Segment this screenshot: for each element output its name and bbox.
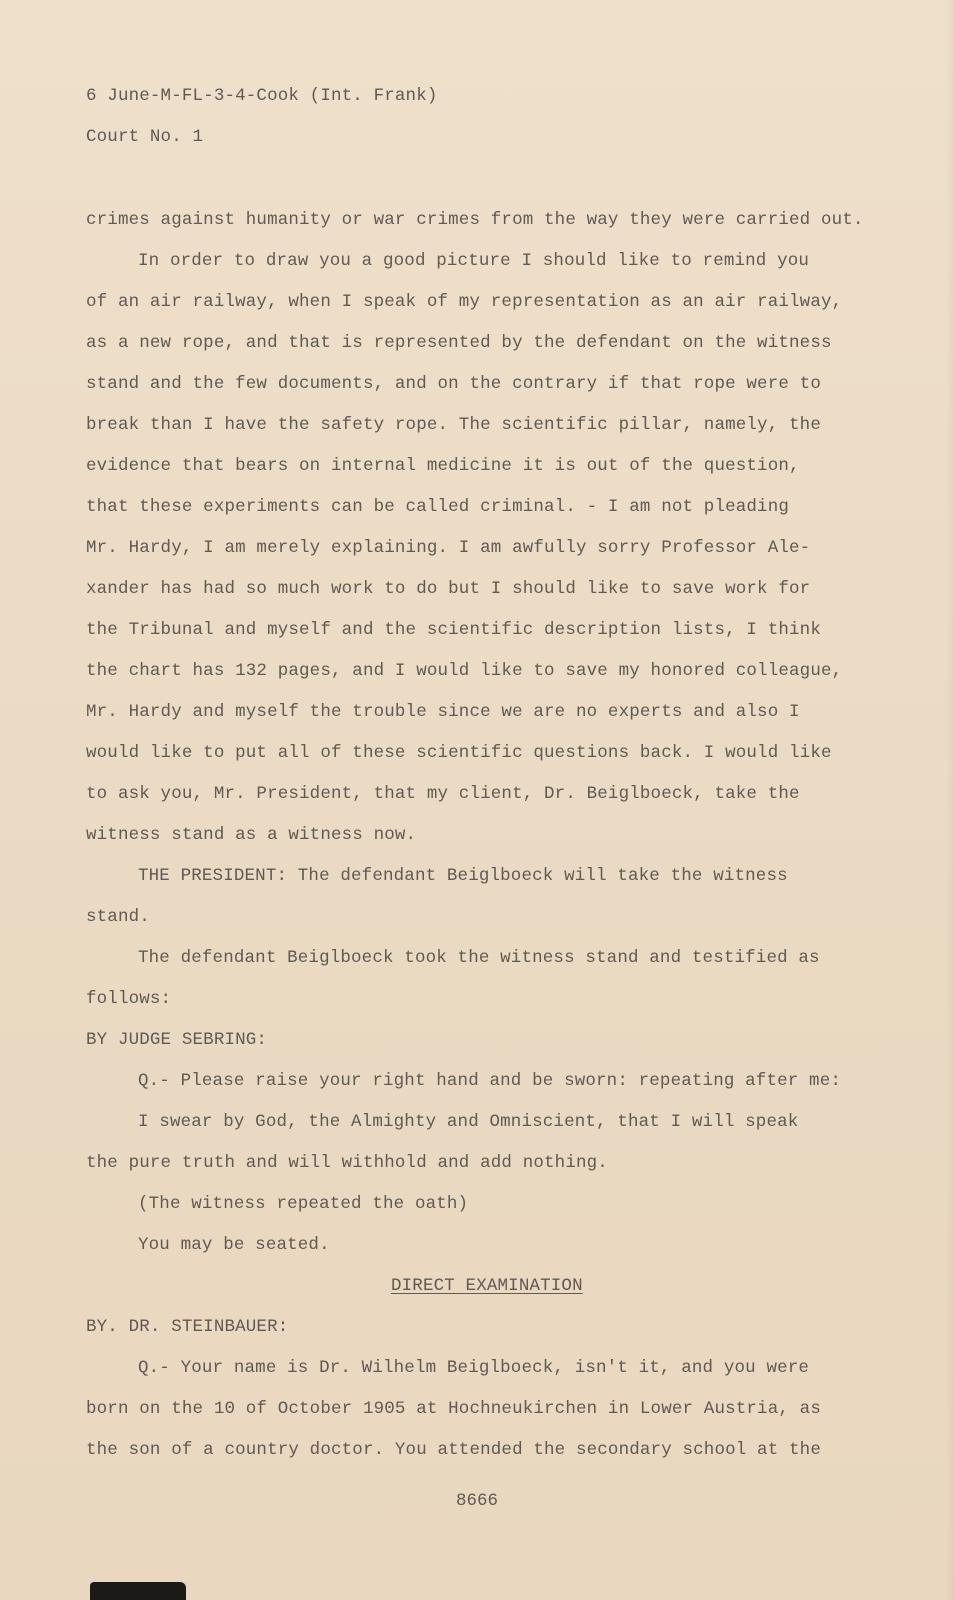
page-number: 8666 [455,1491,498,1511]
body-line-13: Mr. Hardy and myself the trouble since we are no experts and also I [86,702,800,722]
body-line-oath-text-2: the pure truth and will withhold and add nothing. [86,1153,608,1173]
body-line-q-born: born on the 10 of October 1905 at Hochneukirchen in Lower Austria, as [86,1399,821,1419]
body-line-10: xander has had so much work to do but I should like to save work for [86,579,811,599]
header-session-line: 6 June-M-FL-3-4-Cook (Int. Frank) [86,86,438,106]
section-heading-direct-examination: DIRECT EXAMINATION [391,1276,583,1296]
body-line-6: break than I have the safety rope. The scientific pillar, namely, the [86,415,821,435]
body-line-3: of an air railway, when I speak of my representation as an air railway, [86,292,843,312]
body-line-11: the Tribunal and myself and the scientific description lists, I think [86,620,821,640]
body-line-q-school: the son of a country doctor. You attended the secondary school at the [86,1440,821,1460]
body-line-8: that these experiments can be called criminal. - I am not pleading [86,497,790,517]
body-line-2: In order to draw you a good picture I should like to remind you [138,251,810,271]
body-line-follows: follows: [86,989,172,1009]
body-line-9: Mr. Hardy, I am merely explaining. I am awfully sorry Professor Ale- [86,538,811,558]
body-line-4: as a new rope, and that is represented by the defendant on the witness [86,333,832,353]
body-line-seated: You may be seated. [138,1235,330,1255]
body-line-12: the chart has 132 pages, and I would like to save my honored colleague, [86,661,843,681]
page-edge-shadow [946,0,954,1600]
body-line-7: evidence that bears on internal medicine it is out of the question, [86,456,800,476]
binding-mark [90,1582,186,1600]
body-line-defendant-took-stand: The defendant Beiglboeck took the witness stand and testified as [138,948,820,968]
body-line-president: THE PRESIDENT: The defendant Beiglboeck will take the witness [138,866,788,886]
speaker-judge-sebring: BY JUDGE SEBRING: [86,1030,268,1050]
body-line-14: would like to put all of these scientific questions back. I would like [86,743,832,763]
body-line-oath-question: Q.- Please raise your right hand and be sworn: repeating after me: [138,1071,842,1091]
body-line-5: stand and the few documents, and on the contrary if that rope were to [86,374,821,394]
body-line-16: witness stand as a witness now. [86,825,417,845]
body-line-1: crimes against humanity or war crimes from the way they were carried out. [86,210,864,230]
body-line-stand: stand. [86,907,150,927]
body-line-q-name: Q.- Your name is Dr. Wilhelm Beiglboeck, isn't it, and you were [138,1358,810,1378]
body-line-15: to ask you, Mr. President, that my client, Dr. Beiglboeck, take the [86,784,800,804]
speaker-dr-steinbauer: BY. DR. STEINBAUER: [86,1317,289,1337]
body-line-oath-text-1: I swear by God, the Almighty and Omniscient, that I will speak [138,1112,799,1132]
body-line-oath-repeated: (The witness repeated the oath) [138,1194,469,1214]
header-court-line: Court No. 1 [86,127,204,147]
